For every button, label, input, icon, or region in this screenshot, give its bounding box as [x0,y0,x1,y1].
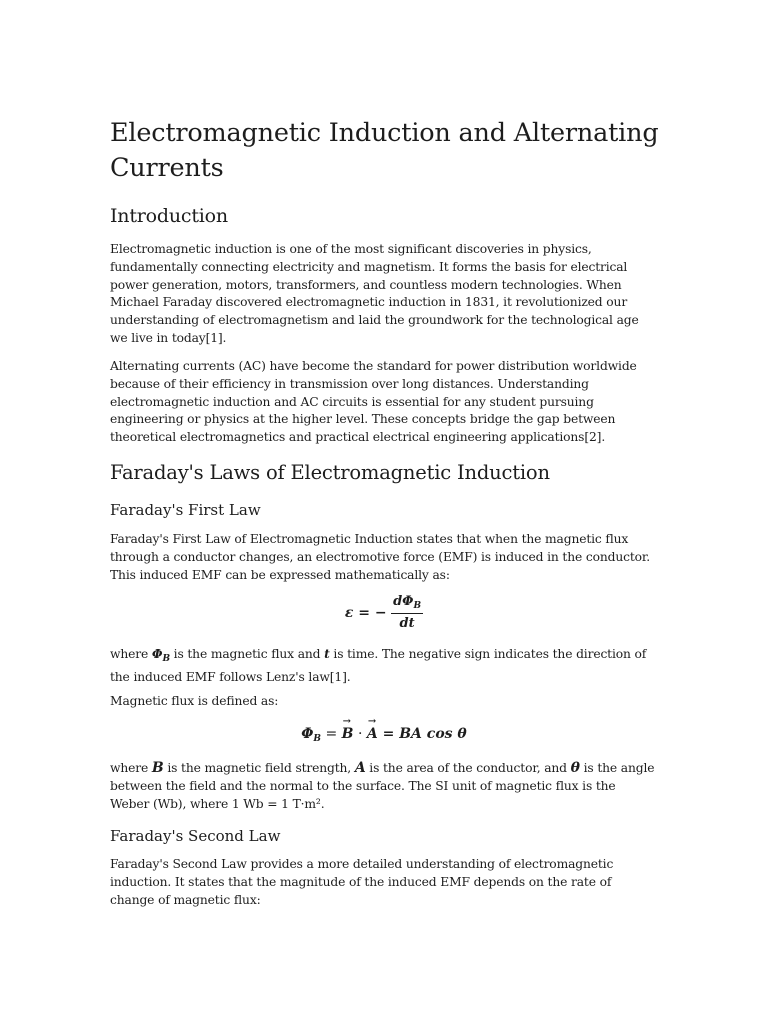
emf-explanation-paragraph: where $\Phi_B$ is the magnetic flux and t is time. The negative sign indicates the direction of the induced EMF follows Lenz's law[1]. [110,646,647,684]
emf-equation-lhs: ε = − [344,604,387,621]
subsection-heading-second-law: Faraday's Second Law [110,827,281,845]
section-heading-introduction: Introduction [110,205,228,227]
vector-a: → A [367,726,378,742]
second-law-paragraph: Faraday's Second Law provides a more detailed understanding of electromagnetic induction. It states that the magnitude of the induced EMF depends on the rate of change of magnetic flux: [110,857,614,907]
emf-fraction-numerator: $d\Phi_B$ [391,594,423,614]
emf-equation [110,594,658,634]
flux-explanation-paragraph: where B is the magnetic field strength, A is the area of the conductor, and θ is the angle between the field and the normal to the surface. The SI unit of magnetic flux is the Weber (Wb), where 1 Wb = 1 T·m². [110,760,655,811]
document-title: Electromagnetic Induction and Alternating Currents [110,118,659,183]
intro-paragraph-2: Alternating currents (AC) have become the standard for power distribution worldwide because of their efficiency in transmission over long distances. Understanding electromagnetic induction and AC circuits is essential for any student pursuing engineering or physics at the higher level. These concepts bridge the gap between theoretical electromagnetics and practical electrical engineering applications[2]. [110,359,637,445]
emf-fraction-denominator: dt [399,616,415,631]
flux-intro-paragraph: Magnetic flux is defined as: [110,694,279,708]
vector-b: → B [342,726,354,742]
subsection-heading-first-law: Faraday's First Law [110,501,261,519]
flux-equation: $\Phi_B$ = → B · → A = BA cos θ [110,726,658,752]
first-law-paragraph: Faraday's First Law of Electromagnetic Induction states that when the magnetic flux through a conductor changes, an electromotive force (EMF) is induced in the conductor. This induced EMF can be expressed mathematically as: [110,532,651,582]
section-heading-faradays-laws: Faraday's Laws of Electromagnetic Induction [110,461,550,484]
intro-paragraph-1: Electromagnetic induction is one of the most significant discoveries in physics, fundamentally connecting electricity and magnetism. It forms the basis for electrical power generation, motors, transformers, and countless modern technologies. When Michael Faraday discovered electromagnetic induction in 1831, it revolutionized our understanding of electromagnetism and laid the groundwork for the technological age we live in today[1]. [110,242,639,345]
emf-equation-fraction [391,594,423,631]
